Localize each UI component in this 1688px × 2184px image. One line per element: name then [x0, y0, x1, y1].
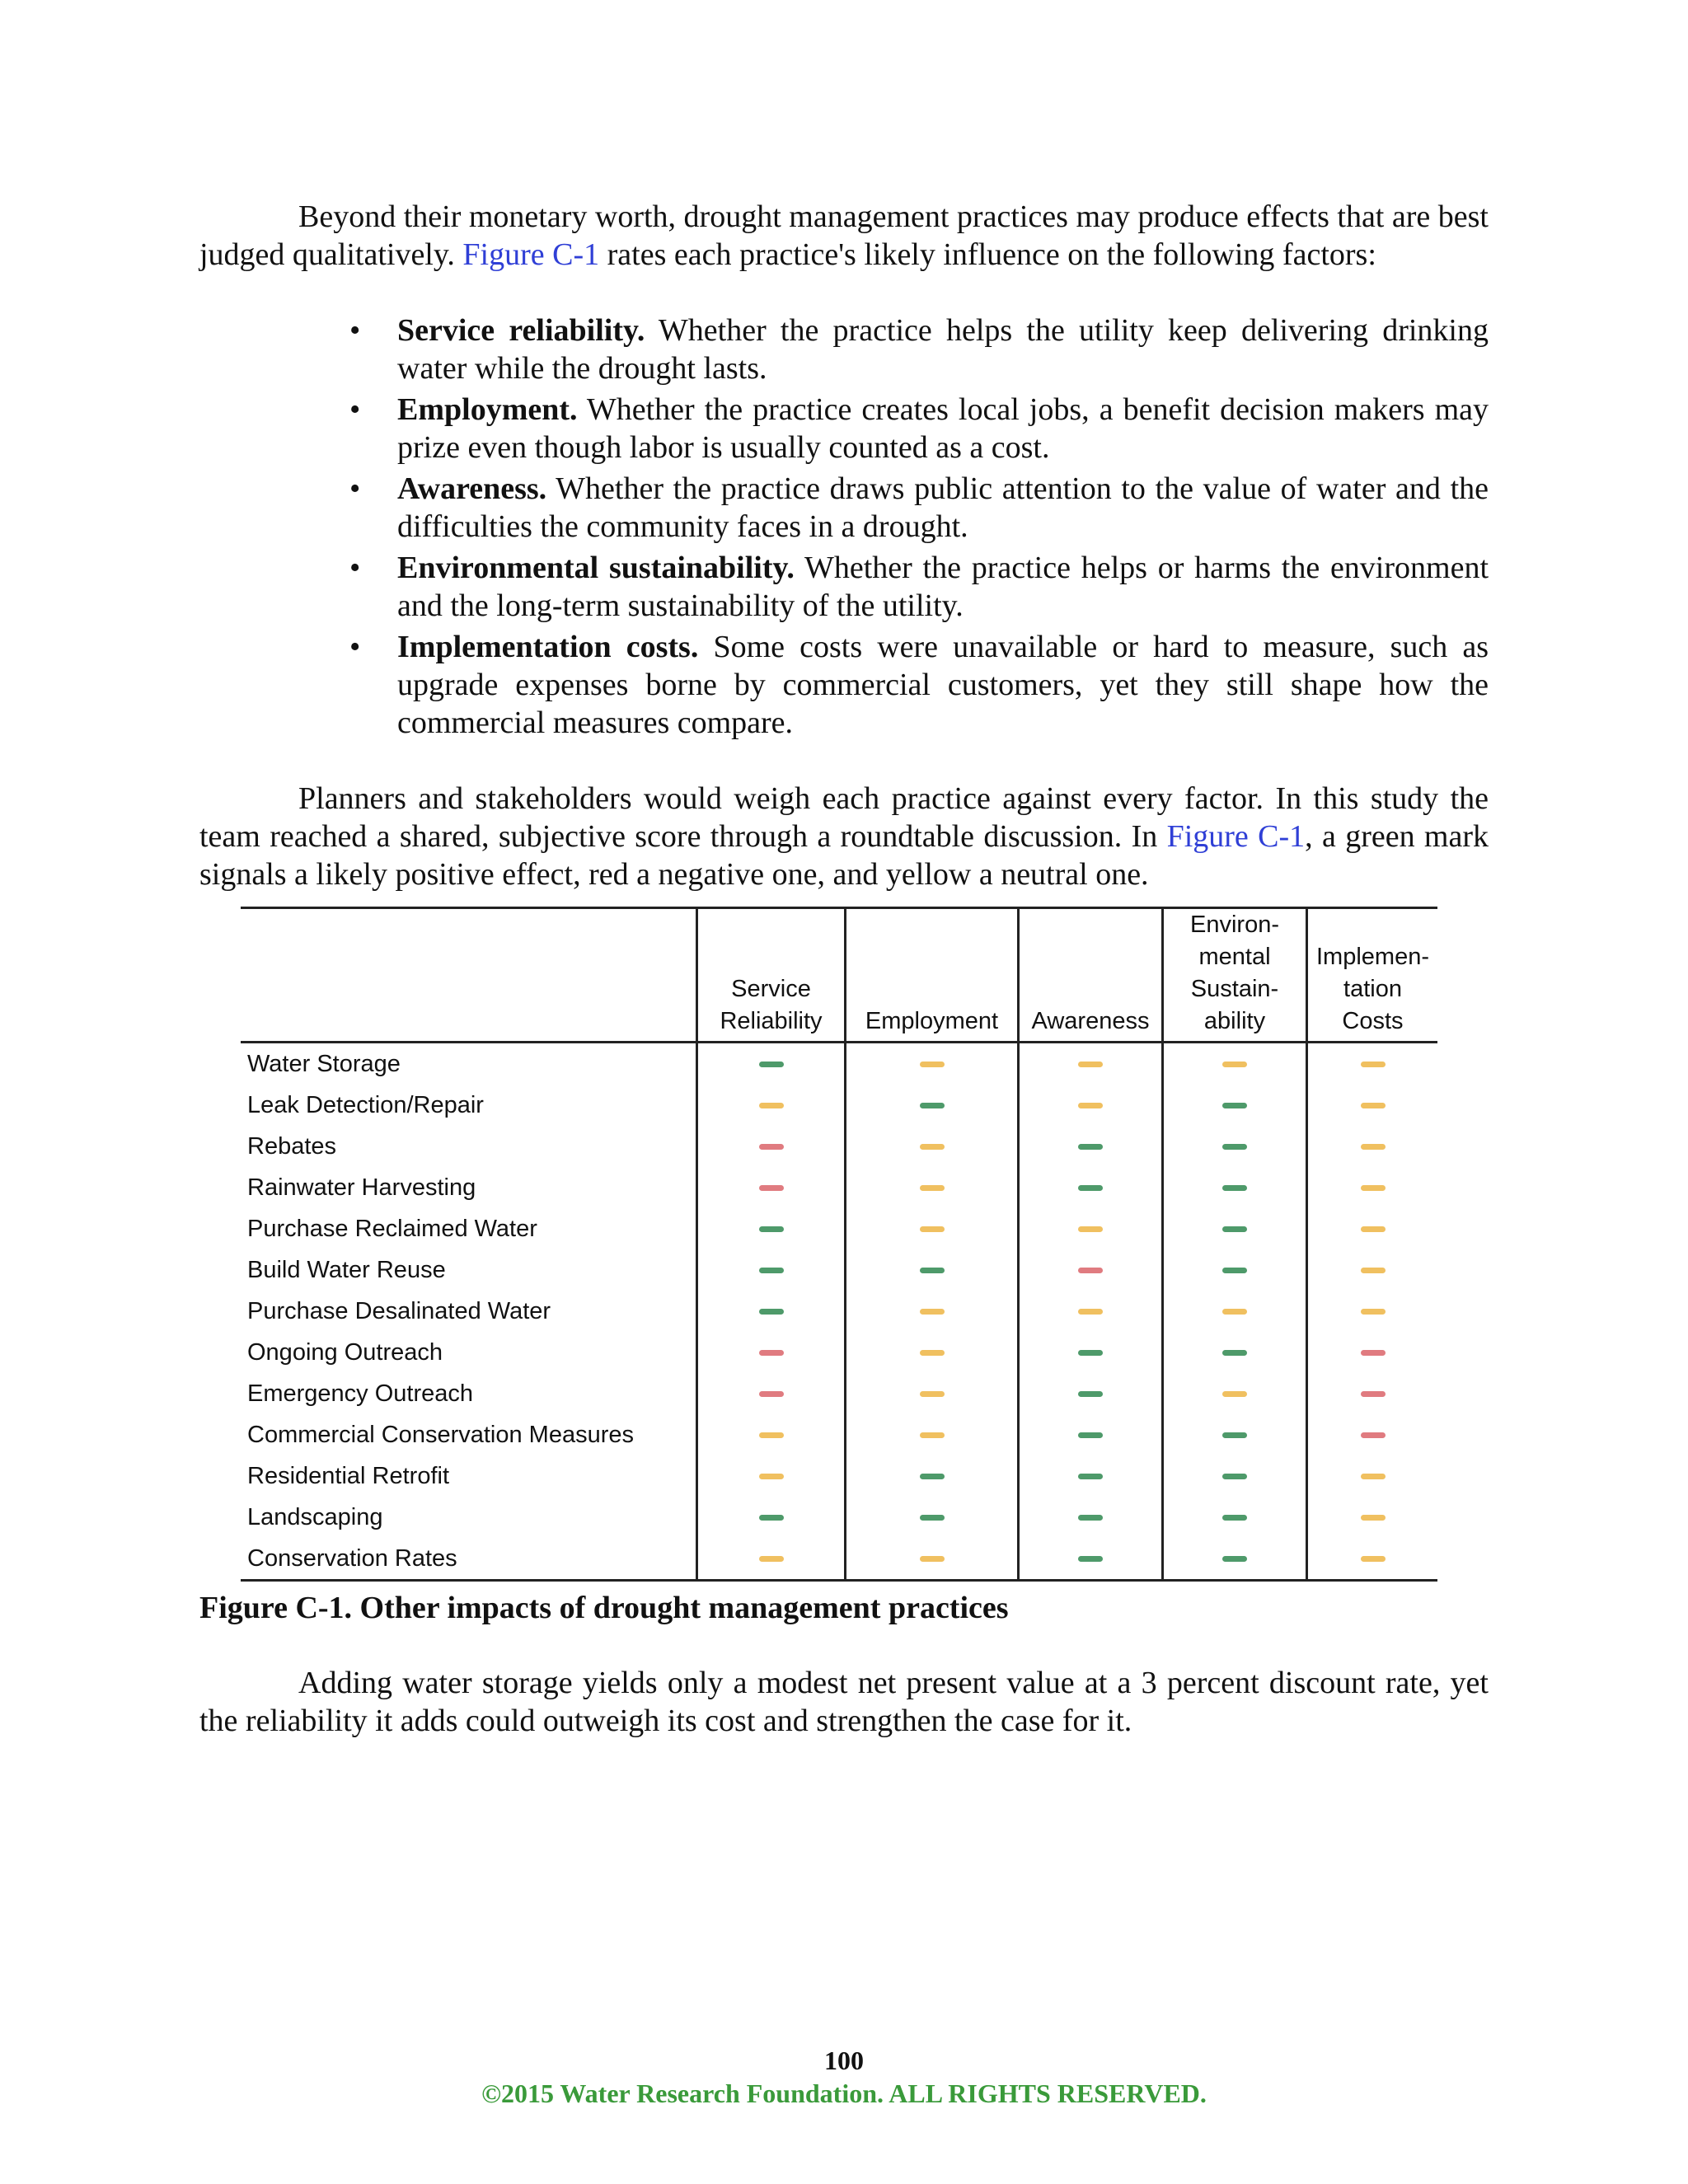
rating-green-marker — [1078, 1432, 1103, 1438]
rating-cell — [697, 1291, 846, 1332]
rating-cell — [846, 1208, 1019, 1249]
rating-cell — [846, 1167, 1019, 1208]
figure-link[interactable]: Figure C-1 — [462, 237, 600, 272]
rating-cell — [697, 1332, 846, 1373]
rating-green-marker — [920, 1515, 945, 1521]
rating-red-marker — [759, 1391, 784, 1397]
rating-cell — [846, 1291, 1019, 1332]
rating-cell — [697, 1538, 846, 1581]
figure-link[interactable]: Figure C-1 — [1166, 819, 1306, 854]
rating-cell — [1019, 1126, 1163, 1167]
rating-cell — [846, 1126, 1019, 1167]
table-row — [241, 1208, 1437, 1249]
intro-text: Beyond their monetary worth, drought management practices may produce effects that are best judged qualitatively. — [199, 199, 1489, 272]
rating-cell — [697, 1085, 846, 1126]
column-header: Service Reliability — [697, 908, 846, 1043]
column-header: Environ-mental Sustain-ability — [1163, 908, 1307, 1043]
rating-green-marker — [1222, 1432, 1247, 1438]
rating-yellow-marker — [759, 1474, 784, 1479]
rating-green-marker — [1222, 1226, 1247, 1232]
rating-yellow-marker — [1361, 1556, 1386, 1562]
rating-cell — [1163, 1414, 1307, 1455]
rating-yellow-marker — [1361, 1185, 1386, 1191]
practice-name: Residential Retrofit — [247, 1462, 449, 1489]
rating-red-marker — [1361, 1391, 1386, 1397]
rating-cell — [1163, 1497, 1307, 1538]
practice-name: Landscaping — [247, 1503, 383, 1530]
rating-green-marker — [1222, 1185, 1247, 1191]
rating-yellow-marker — [1078, 1309, 1103, 1315]
practice-name: Emergency Outreach — [247, 1380, 474, 1407]
rating-cell — [1307, 1249, 1438, 1291]
rating-cell — [846, 1085, 1019, 1126]
rating-cell — [697, 1167, 846, 1208]
table-row — [241, 1249, 1437, 1291]
rating-yellow-marker — [759, 1103, 784, 1108]
rating-cell — [846, 1538, 1019, 1581]
rating-cell — [1163, 1043, 1307, 1085]
rating-green-marker — [1222, 1474, 1247, 1479]
rating-cell — [846, 1373, 1019, 1414]
rating-cell — [1019, 1497, 1163, 1538]
table-header-row — [241, 908, 1437, 1043]
rating-yellow-marker — [1078, 1226, 1103, 1232]
rating-yellow-marker — [1222, 1391, 1247, 1397]
rating-cell — [697, 1455, 846, 1497]
rating-green-marker — [1078, 1185, 1103, 1191]
factor-term: Environmental sustainability. — [397, 551, 795, 585]
rating-yellow-marker — [1078, 1062, 1103, 1067]
rating-cell — [697, 1208, 846, 1249]
practice-name: Build Water Reuse — [247, 1256, 446, 1283]
rating-green-marker — [920, 1103, 945, 1108]
rating-cell — [697, 1373, 846, 1414]
rating-green-marker — [920, 1474, 945, 1479]
rating-cell — [1163, 1249, 1307, 1291]
rating-cell — [1307, 1126, 1438, 1167]
rating-cell — [1163, 1085, 1307, 1126]
rating-cell — [1163, 1455, 1307, 1497]
rating-yellow-marker — [920, 1144, 945, 1150]
rating-cell — [1307, 1208, 1438, 1249]
page-number: 100 — [824, 2046, 864, 2075]
method-text: Planners and stakeholders would weigh each practice against every factor. In this study the team reached a shared, subjective score through a roundtable discussion. In — [199, 781, 1489, 854]
table-row — [241, 1538, 1437, 1581]
rating-green-marker — [1222, 1268, 1247, 1273]
table-row — [241, 1167, 1437, 1208]
figure-caption: Figure C-1. Other impacts of drought management practices — [199, 1591, 1009, 1625]
rating-cell — [1019, 1373, 1163, 1414]
rating-yellow-marker — [920, 1556, 945, 1562]
rating-yellow-marker — [1361, 1103, 1386, 1108]
rating-cell — [1307, 1455, 1438, 1497]
rating-yellow-marker — [920, 1309, 945, 1315]
rating-cell — [1163, 1291, 1307, 1332]
rating-cell — [1307, 1043, 1438, 1085]
factor-term: Service reliability. — [397, 313, 645, 348]
rating-green-marker — [1078, 1391, 1103, 1397]
practice-name: Ongoing Outreach — [247, 1338, 443, 1366]
factor-desc: Whether the practice helps or harms the environment and the long-term sustainability of the utility. — [397, 551, 1489, 623]
rating-yellow-marker — [759, 1556, 784, 1562]
table-row — [241, 1126, 1437, 1167]
rating-green-marker — [1222, 1350, 1247, 1356]
column-header: Employment — [846, 908, 1019, 1043]
rating-cell — [1307, 1497, 1438, 1538]
rating-cell — [1019, 1249, 1163, 1291]
practice-name: Purchase Desalinated Water — [247, 1297, 551, 1324]
rating-cell — [1019, 1414, 1163, 1455]
rating-cell — [846, 1332, 1019, 1373]
rating-green-marker — [1078, 1515, 1103, 1521]
rating-cell — [1307, 1085, 1438, 1126]
rating-red-marker — [1361, 1350, 1386, 1356]
rating-green-marker — [1078, 1474, 1103, 1479]
table-body — [241, 1043, 1437, 1581]
rating-yellow-marker — [1361, 1515, 1386, 1521]
practice-name: Purchase Reclaimed Water — [247, 1215, 537, 1242]
rating-yellow-marker — [1361, 1309, 1386, 1315]
practice-name: Rebates — [247, 1132, 337, 1160]
rating-cell — [1019, 1208, 1163, 1249]
rating-cell — [1307, 1291, 1438, 1332]
factor-item — [397, 628, 1489, 742]
rating-cell — [1019, 1085, 1163, 1126]
rating-yellow-marker — [920, 1350, 945, 1356]
rating-cell — [1019, 1291, 1163, 1332]
rating-cell — [846, 1043, 1019, 1085]
rating-cell — [1019, 1332, 1163, 1373]
rating-cell — [1163, 1373, 1307, 1414]
page-footer — [0, 2044, 1688, 2110]
factor-desc: Some costs were unavailable or hard to measure, such as upgrade expenses borne by commercial customers, yet they still shape how the commercial measures compare. — [397, 630, 1489, 740]
rating-cell — [1307, 1414, 1438, 1455]
rating-yellow-marker — [1078, 1103, 1103, 1108]
table-row — [241, 1414, 1437, 1455]
practice-name: Commercial Conservation Measures — [247, 1421, 634, 1448]
rating-green-marker — [759, 1309, 784, 1315]
factor-item — [397, 391, 1489, 466]
rating-cell — [1163, 1126, 1307, 1167]
factor-desc: Whether the practice creates local jobs, a benefit decision makers may prize even though labor is usually counted as a cost. — [397, 392, 1489, 465]
rating-red-marker — [1361, 1432, 1386, 1438]
rating-cell — [697, 1249, 846, 1291]
factor-item — [397, 312, 1489, 387]
rating-green-marker — [1078, 1350, 1103, 1356]
rating-cell — [1019, 1043, 1163, 1085]
table-row — [241, 1497, 1437, 1538]
factor-term: Implementation costs. — [397, 630, 699, 664]
table-row — [241, 1373, 1437, 1414]
rating-yellow-marker — [1361, 1226, 1386, 1232]
rating-cell — [846, 1497, 1019, 1538]
table-row — [241, 1043, 1437, 1085]
rating-cell — [846, 1455, 1019, 1497]
practice-name: Conservation Rates — [247, 1544, 457, 1572]
table-row — [241, 1332, 1437, 1373]
rating-green-marker — [1222, 1103, 1247, 1108]
rating-yellow-marker — [920, 1226, 945, 1232]
rating-yellow-marker — [759, 1432, 784, 1438]
rating-green-marker — [1078, 1556, 1103, 1562]
rating-cell — [697, 1497, 846, 1538]
factor-item — [397, 549, 1489, 625]
intro-paragraph — [199, 198, 1489, 274]
rating-cell — [1163, 1208, 1307, 1249]
rating-yellow-marker — [920, 1185, 945, 1191]
rating-cell — [1307, 1167, 1438, 1208]
factor-term: Employment. — [397, 392, 578, 427]
rating-red-marker — [1078, 1268, 1103, 1273]
rating-yellow-marker — [920, 1432, 945, 1438]
rating-cell — [846, 1249, 1019, 1291]
rating-yellow-marker — [1361, 1268, 1386, 1273]
method-text-end: , a green mark signals a likely positive effect, red a negative one, and yellow a neutral one. — [199, 819, 1489, 892]
rating-green-marker — [1222, 1556, 1247, 1562]
rating-cell — [1163, 1167, 1307, 1208]
closing-paragraph: Adding water storage yields only a modest net present value at a 3 percent discount rate, yet the reliability it adds could outweigh its cost and strengthen the case for it. — [199, 1666, 1489, 1738]
table-row — [241, 1455, 1437, 1497]
rating-cell — [697, 1414, 846, 1455]
factor-desc: Whether the practice draws public attention to the value of water and the difficulties the community faces in a drought. — [397, 471, 1489, 544]
rating-cell — [1307, 1538, 1438, 1581]
table-row — [241, 1291, 1437, 1332]
rating-green-marker — [759, 1515, 784, 1521]
rating-cell — [1163, 1538, 1307, 1581]
rating-green-marker — [759, 1062, 784, 1067]
rating-green-marker — [759, 1226, 784, 1232]
rating-red-marker — [759, 1185, 784, 1191]
impact-table — [241, 907, 1437, 1582]
rating-red-marker — [759, 1350, 784, 1356]
rating-cell — [1307, 1332, 1438, 1373]
practice-column-header — [241, 908, 697, 1043]
rating-yellow-marker — [1361, 1144, 1386, 1150]
method-paragraph — [199, 780, 1489, 893]
rating-yellow-marker — [1222, 1309, 1247, 1315]
rating-cell — [697, 1126, 846, 1167]
column-header: Awareness — [1019, 908, 1163, 1043]
practice-name: Rainwater Harvesting — [247, 1174, 476, 1201]
factor-item — [397, 470, 1489, 546]
rating-cell — [697, 1043, 846, 1085]
practice-name: Leak Detection/Repair — [247, 1091, 484, 1118]
intro-text-end: rates each practice's likely influence on the following factors: — [599, 237, 1376, 272]
table-row — [241, 1085, 1437, 1126]
rating-yellow-marker — [1361, 1062, 1386, 1067]
column-header: Implemen-tation Costs — [1307, 908, 1438, 1043]
rating-yellow-marker — [920, 1391, 945, 1397]
rating-green-marker — [1078, 1144, 1103, 1150]
factor-term: Awareness. — [397, 471, 547, 506]
rating-green-marker — [1222, 1515, 1247, 1521]
rating-cell — [1019, 1167, 1163, 1208]
rating-green-marker — [1222, 1144, 1247, 1150]
rating-yellow-marker — [920, 1062, 945, 1067]
rating-cell — [1163, 1332, 1307, 1373]
rating-yellow-marker — [1361, 1474, 1386, 1479]
rating-yellow-marker — [1222, 1062, 1247, 1067]
rating-red-marker — [759, 1144, 784, 1150]
rating-cell — [1019, 1455, 1163, 1497]
factor-list — [199, 312, 1489, 742]
rating-cell — [846, 1414, 1019, 1455]
rating-cell — [1307, 1373, 1438, 1414]
rating-cell — [1019, 1538, 1163, 1581]
factor-desc: Whether the practice helps the utility keep delivering drinking water while the drought lasts. — [397, 313, 1489, 386]
rating-green-marker — [920, 1268, 945, 1273]
practice-name: Water Storage — [247, 1050, 401, 1077]
rating-green-marker — [759, 1268, 784, 1273]
copyright-notice: ©2015 Water Research Foundation. ALL RIGHTS RESERVED. — [481, 2079, 1207, 2108]
